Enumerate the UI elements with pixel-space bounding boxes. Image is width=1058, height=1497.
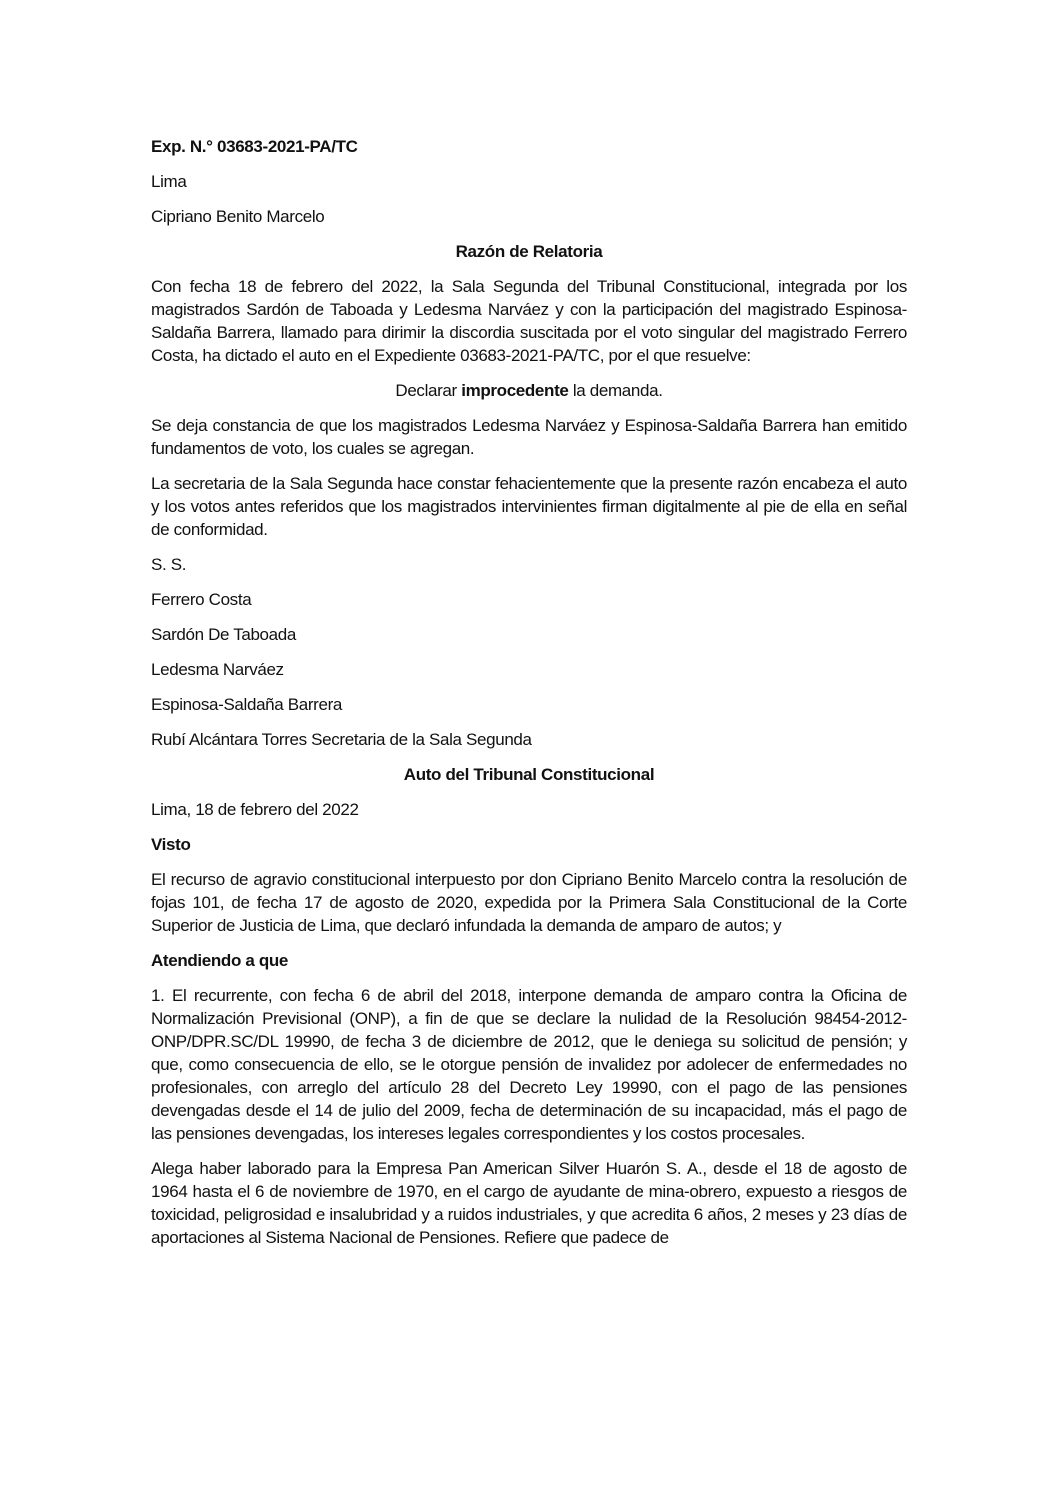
signatory-1: Ferrero Costa [151,590,252,609]
decision-suffix: la demanda. [568,381,663,400]
atendiendo-heading: Atendiendo a que [151,951,289,970]
document-body [151,135,907,1249]
signatory-5: Rubí Alcántara Torres Secretaria de la Sala Segunda [151,730,532,749]
signatory-2: Sardón De Taboada [151,625,296,644]
plaintiff-name: Cipriano Benito Marcelo [151,207,325,226]
expediente-number: Exp. N.° 03683-2021-PA/TC [151,137,358,156]
auto-title: Auto del Tribunal Constitucional [403,765,655,784]
atendiendo-item-1: 1. El recurrente, con fecha 6 de abril del 2018, interpone demanda de amparo contra la Oficina de Normalización Previsional (ONP), a fin de que se declare la nulidad de la Resolución 98454-2012-ONP/DPR.SC/DL 19990, de fecha 3 de diciembre de 2012, que le deniega su solicitud de pensión; y que, como consecuencia de ello, se le otorgue pensión de invalidez por adolecer de enfermedades no profesionales, con arreglo del artículo 28 del Decreto Ley 19990, con el pago de las pensiones devengadas desde el 14 de julio del 2009, fecha de determinación de su incapacidad, más el pago de las pensiones devengadas, los intereses legales correspondientes y los costos procesales. [151,986,907,1143]
razon-title: Razón de Relatoria [455,242,603,261]
location: Lima [151,172,187,191]
decision-prefix: Declarar [395,381,462,400]
atendiendo-item-1-continued: Alega haber laborado para la Empresa Pan American Silver Huarón S. A., desde el 18 de agosto de 1964 hasta el 6 de noviembre de 1970, en el cargo de ayudante de mina-obrero, expuesto a riesgos de toxicidad, peligrosidad e insalubridad y a ruidos industriales, y que acredita 6 años, 2 meses y 23 días de aportaciones al Sistema Nacional de Pensiones. Refiere que padece de [151,1159,907,1247]
visto-heading: Visto [151,835,191,854]
razon-paragraph-3: La secretaria de la Sala Segunda hace constar fehacientemente que la presente razón encabeza el auto y los votos antes referidos que los magistrados intervinientes firman digitalmente al pie de ella en señal de conformidad. [151,474,907,539]
signatory-3: Ledesma Narváez [151,660,284,679]
visto-paragraph: El recurso de agravio constitucional interpuesto por don Cipriano Benito Marcelo contra la resolución de fojas 101, de fecha 17 de agosto de 2020, expedida por la Primera Sala Constitucional de la Corte Superior de Justicia de Lima, que declaró infundada la demanda de amparo de autos; y [151,870,907,935]
decision-verdict: improcedente [461,381,569,400]
signatory-4: Espinosa-Saldaña Barrera [151,695,342,714]
razon-paragraph-2: Se deja constancia de que los magistrados Ledesma Narváez y Espinosa-Saldaña Barrera han emitido fundamentos de voto, los cuales se agregan. [151,416,907,458]
ss-label: S. S. [151,555,187,574]
auto-date: Lima, 18 de febrero del 2022 [151,800,359,819]
razon-paragraph-1: Con fecha 18 de febrero del 2022, la Sala Segunda del Tribunal Constitucional, integrada por los magistrados Sardón de Taboada y Ledesma Narváez y con la participación del magistrado Espinosa-Saldaña Barrera, llamado para dirimir la discordia suscitada por el voto singular del magistrado Ferrero Costa, ha dictado el auto en el Expediente 03683-2021-PA/TC, por el que resuelve: [151,277,907,365]
decision-line [151,379,907,402]
